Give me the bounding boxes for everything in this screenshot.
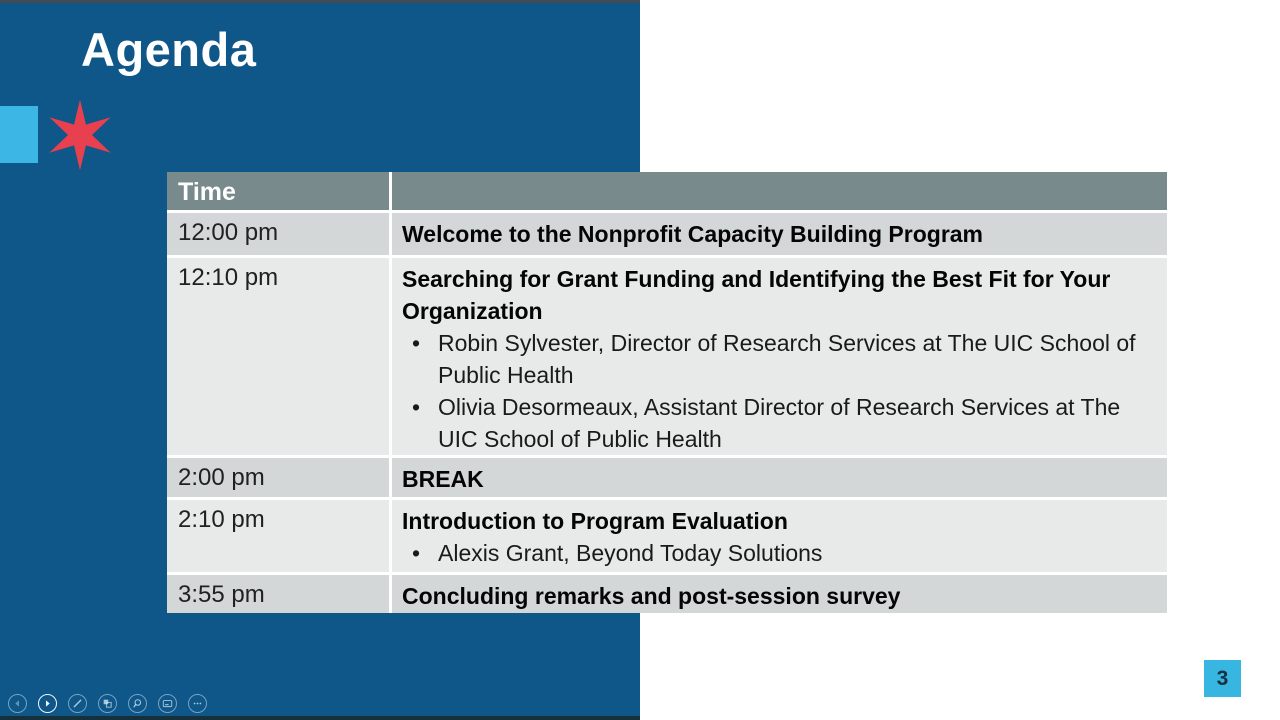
table-row <box>167 497 1167 572</box>
slide-title: Agenda <box>81 23 257 76</box>
next-slide-button[interactable] <box>38 694 57 713</box>
agenda-time-cell: 2:10 pm <box>167 500 392 572</box>
speaker-bullet: • Olivia Desormeaux, Assistant Director of Research Services at The UIC School of Public Health <box>402 391 1161 455</box>
previous-slide-icon <box>12 698 23 709</box>
cyan-square-icon <box>0 106 38 163</box>
table-header-time: Time <box>167 172 392 210</box>
agenda-time-cell: 3:55 pm <box>167 575 392 613</box>
agenda-session-cell <box>392 258 1167 455</box>
speaker-bullet-list <box>402 327 1161 455</box>
table-row <box>167 210 1167 255</box>
agenda-time-cell: 12:00 pm <box>167 213 392 255</box>
table-body <box>167 210 1167 613</box>
bottom-edge-strip <box>0 716 640 720</box>
see-all-slides-icon <box>102 698 113 709</box>
agenda-time-cell: 2:00 pm <box>167 458 392 497</box>
session-title: Introduction to Program Evaluation <box>402 508 788 534</box>
captions-icon <box>162 698 173 709</box>
agenda-table <box>167 172 1167 613</box>
top-edge-strip <box>0 0 640 3</box>
table-row <box>167 572 1167 613</box>
agenda-session-cell <box>392 213 1167 255</box>
next-slide-icon <box>42 698 53 709</box>
captions-button[interactable] <box>158 694 177 713</box>
chicago-star-icon <box>49 96 111 174</box>
zoom-icon <box>132 698 143 709</box>
table-row <box>167 455 1167 497</box>
agenda-session-cell <box>392 458 1167 497</box>
session-title: Concluding remarks and post-session survey <box>402 583 901 609</box>
session-title: Welcome to the Nonprofit Capacity Building Program <box>402 221 984 247</box>
session-title: Searching for Grant Funding and Identifying the Best Fit for Your Organization <box>402 266 1111 324</box>
agenda-session-cell <box>392 500 1167 572</box>
table-row <box>167 255 1167 455</box>
agenda-time-cell: 12:10 pm <box>167 258 392 455</box>
table-header-session <box>392 172 1167 210</box>
table-header-row <box>167 172 1167 210</box>
agenda-session-cell <box>392 575 1167 613</box>
pen-icon <box>72 698 83 709</box>
presenter-toolbar <box>8 694 207 713</box>
more-options-button[interactable] <box>188 694 207 713</box>
see-all-slides-button[interactable] <box>98 694 117 713</box>
speaker-bullet-list <box>402 537 1161 569</box>
more-options-icon <box>192 698 203 709</box>
session-title: BREAK <box>402 466 484 492</box>
speaker-bullet: • Robin Sylvester, Director of Research Services at The UIC School of Public Health <box>402 327 1161 391</box>
previous-slide-button[interactable] <box>8 694 27 713</box>
speaker-bullet: • Alexis Grant, Beyond Today Solutions <box>402 537 1161 569</box>
slide-number-badge: 3 <box>1204 660 1241 697</box>
pen-tools-button[interactable] <box>68 694 87 713</box>
zoom-slide-button[interactable] <box>128 694 147 713</box>
